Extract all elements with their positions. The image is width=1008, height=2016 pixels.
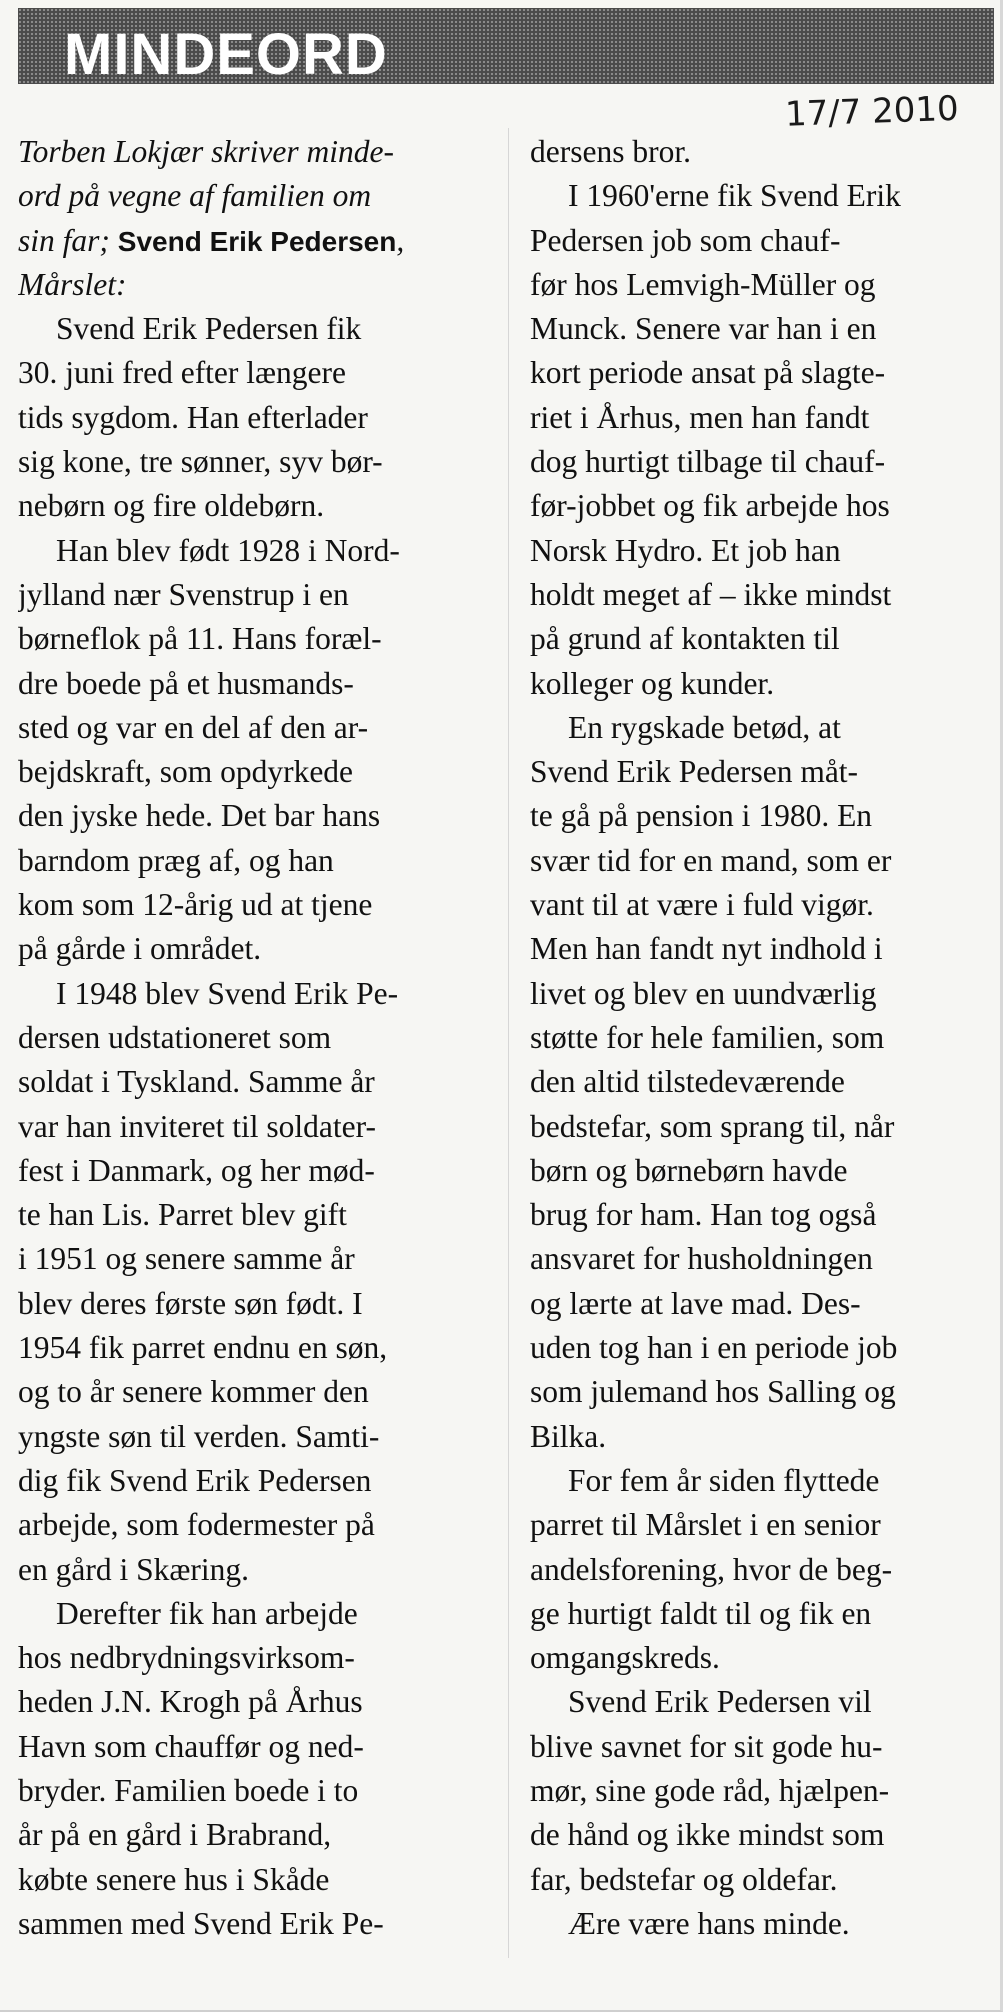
text-line: kom som 12-årig ud at tjene — [18, 887, 373, 923]
text-line: den jyske hede. Det bar hans — [18, 798, 381, 834]
text-line: år på en gård i Brabrand, — [18, 1817, 332, 1853]
article-column-right — [530, 130, 995, 1946]
text-line: far, bedstefar og oldefar. — [530, 1861, 838, 1897]
text-line: dersens bror. — [530, 134, 691, 169]
text-line: dersen udstationeret som — [18, 1019, 332, 1055]
text-line: hos nedbrydningsvirksom- — [18, 1640, 355, 1676]
text-line: før hos Lemvigh-Müller og — [530, 266, 876, 302]
text-line: den altid tilstedeværende — [530, 1064, 845, 1100]
intro-line: Torben Lokjær skriver minde- — [18, 134, 394, 169]
text-line: var han inviteret til soldater- — [18, 1108, 376, 1144]
text-line: og lærte at lave mad. Des- — [530, 1285, 861, 1321]
text-line: dre boede på et husmands- — [18, 665, 354, 701]
text-line: heden J.N. Krogh på Århus — [18, 1684, 363, 1720]
paragraph-start-line: For fem år siden flyttede — [568, 1462, 880, 1498]
intro-line: Mårslet: — [18, 266, 127, 302]
text-line: i 1951 og senere samme år — [18, 1241, 355, 1277]
intro-text: sin far; — [18, 222, 118, 258]
text-line: parret til Mårslet i en senior — [530, 1507, 881, 1543]
text-line: Bilka. — [530, 1418, 607, 1454]
paragraph-start-line: En rygskade betød, at — [568, 709, 841, 745]
text-line: børn og børnebørn havde — [530, 1152, 848, 1188]
text-line: tids sygdom. Han efterlader — [18, 399, 368, 435]
text-line: mør, sine gode råd, hjælpen- — [530, 1772, 890, 1808]
text-line: støtte for hele familien, som — [530, 1019, 885, 1055]
article-column-left — [18, 130, 484, 1946]
text-line: Munck. Senere var han i en — [530, 311, 877, 347]
paragraph-start-line: I 1960'erne fik Svend Erik — [568, 178, 901, 214]
deceased-name: Svend Erik Pedersen — [117, 225, 397, 257]
text-line: soldat i Tyskland. Samme år — [18, 1064, 375, 1100]
column-divider — [508, 128, 509, 1958]
text-line: bedstefar, som sprang til, når — [530, 1108, 895, 1144]
text-line: andelsforening, hvor de beg- — [530, 1551, 893, 1587]
text-line: bryder. Familien boede i to — [18, 1772, 359, 1808]
text-line: købte senere hus i Skåde — [18, 1861, 330, 1897]
intro-text: , — [396, 222, 405, 258]
text-line: fest i Danmark, og her mød- — [18, 1152, 375, 1188]
text-line: yngste søn til verden. Samti- — [18, 1418, 380, 1454]
paragraph-start-line: I 1948 blev Svend Erik Pe- — [56, 975, 399, 1011]
text-line: en gård i Skæring. — [18, 1551, 249, 1587]
intro-line — [18, 219, 484, 263]
text-line: 30. juni fred efter længere — [18, 355, 346, 391]
section-header-bar — [18, 8, 994, 87]
text-line: holdt meget af – ikke mindst — [530, 576, 892, 612]
text-line: livet og blev en uundværlig — [530, 975, 877, 1011]
text-line: dog hurtigt tilbage til chauf- — [530, 444, 886, 480]
text-line: som julemand hos Salling og — [530, 1374, 896, 1410]
text-line: børneflok på 11. Hans foræl- — [18, 621, 382, 657]
text-line: sammen med Svend Erik Pe- — [18, 1905, 384, 1941]
text-line: Pedersen job som chauf- — [530, 222, 841, 258]
text-line: dig fik Svend Erik Pedersen — [18, 1462, 372, 1498]
text-line: ansvaret for husholdningen — [530, 1241, 873, 1277]
text-line: blev deres første søn født. I — [18, 1285, 363, 1321]
text-line: sig kone, tre sønner, syv bør- — [18, 444, 383, 480]
text-line: uden tog han i en periode job — [530, 1330, 898, 1366]
paragraph-start-line: Ære være hans minde. — [568, 1905, 850, 1941]
intro-line: ord på vegne af familien om — [18, 178, 372, 214]
text-line: barndom præg af, og han — [18, 842, 334, 878]
text-line: Svend Erik Pedersen måt- — [530, 754, 859, 790]
text-line: arbejde, som fodermester på — [18, 1507, 375, 1543]
text-line: bejdskraft, som opdyrkede — [18, 754, 354, 790]
text-line: omgangskreds. — [530, 1640, 720, 1676]
text-line: svær tid for en mand, som er — [530, 842, 892, 878]
text-line: Havn som chauffør og ned- — [18, 1728, 364, 1764]
text-line: vant til at være i fuld vigør. — [530, 887, 874, 923]
paragraph-start-line: Svend Erik Pedersen vil — [568, 1684, 872, 1720]
text-line: Men han fandt nyt indhold i — [530, 931, 883, 967]
text-line: riet i Århus, men han fandt — [530, 399, 870, 435]
text-line: på gårde i området. — [18, 931, 262, 967]
text-line: te han Lis. Parret blev gift — [18, 1197, 347, 1233]
text-line: brug for ham. Han tog også — [530, 1197, 877, 1233]
text-line: nebørn og fire oldebørn. — [18, 488, 325, 524]
text-line: og to år senere kommer den — [18, 1374, 369, 1410]
text-line: sted og var en del af den ar- — [18, 709, 369, 745]
paragraph-start-line: Derefter fik han arbejde — [56, 1595, 358, 1631]
text-line: på grund af kontakten til — [530, 621, 840, 657]
text-line: før-jobbet og fik arbejde hos — [530, 488, 890, 524]
text-line: te gå på pension i 1980. En — [530, 798, 873, 834]
text-line: kolleger og kunder. — [530, 665, 775, 701]
text-line: kort periode ansat på slagte- — [530, 355, 886, 391]
paragraph-start-line: Han blev født 1928 i Nord- — [56, 532, 400, 568]
text-line: ge hurtigt faldt til og fik en — [530, 1595, 872, 1631]
text-line: jylland nær Svenstrup i en — [18, 576, 349, 612]
paragraph-start-line: Svend Erik Pedersen fik — [56, 311, 362, 347]
text-line: Norsk Hydro. Et job han — [530, 532, 841, 568]
handwritten-date: 17/7 2010 — [784, 88, 960, 135]
section-title: MINDEORD — [64, 22, 388, 87]
text-line: 1954 fik parret endnu en søn, — [18, 1330, 388, 1366]
text-line: de hånd og ikke mindst som — [530, 1817, 885, 1853]
text-line: blive savnet for sit gode hu- — [530, 1728, 883, 1764]
